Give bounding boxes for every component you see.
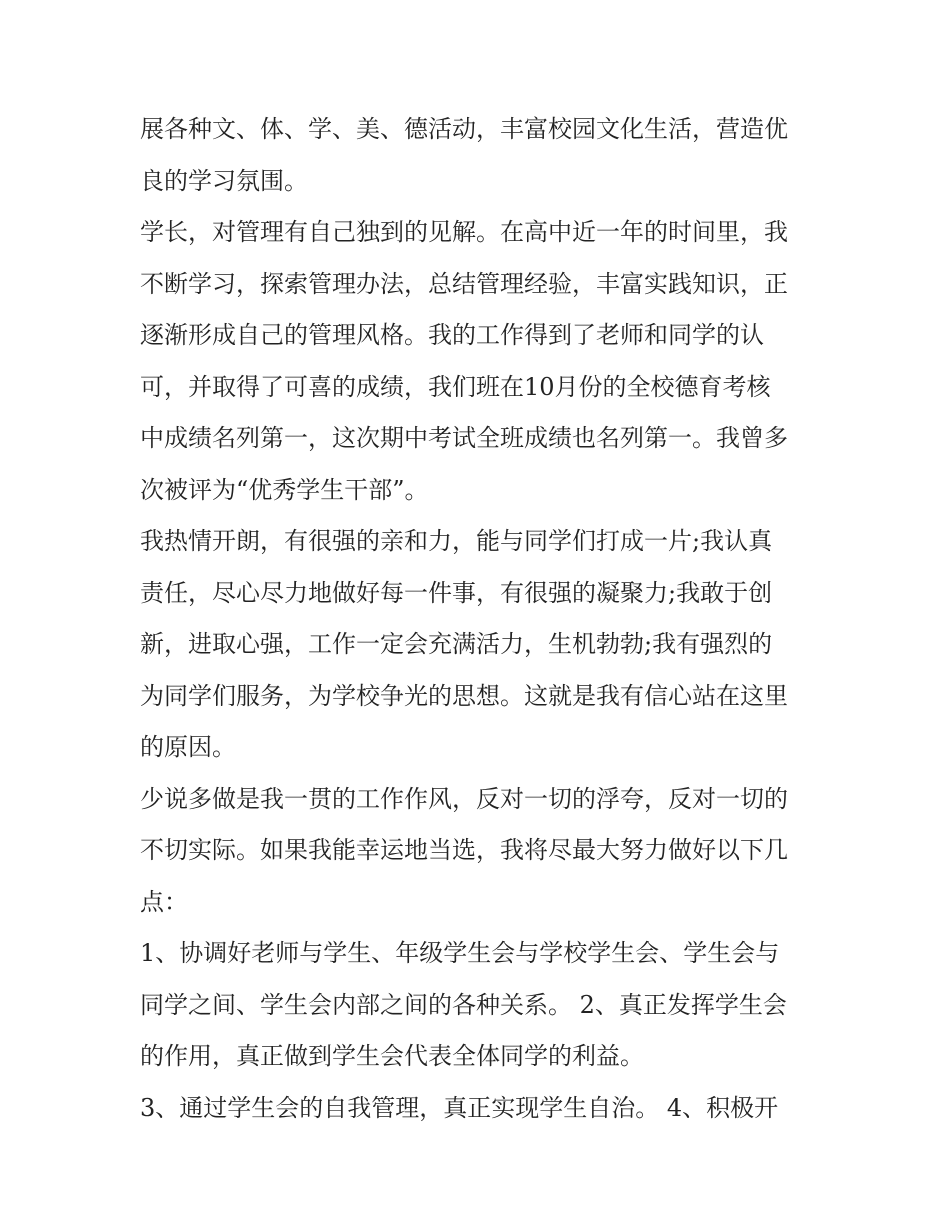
text-line: 责任，尽心尽力地做好每一件事，有很强的凝聚力;我敢于创 (140, 578, 773, 607)
text-line: 逐渐形成自己的管理风格。我的工作得到了老师和同学的认 (140, 321, 764, 349)
text-line: 的作用，真正做到学生会代表全体同学的利益。 (140, 1042, 644, 1070)
document-body (140, 104, 814, 1134)
text-line: 为同学们服务，为学校争光的思想。这就是我有信心站在这里 (140, 681, 788, 710)
text-line: 新，进取心强，工作一定会充满活力，生机勃勃;我有强烈的 (140, 630, 773, 658)
text-line: 次被评为“优秀学生干部”。 (140, 475, 429, 504)
text-line: 的原因。 (140, 733, 236, 761)
text-line: 展各种文、体、学、美、德活动，丰富校园文化生活，营造优 (140, 115, 788, 143)
text-line: 1、协调好老师与学生、年级学生会与学校学生会、学生会与 (140, 939, 780, 967)
text-line: 少说多做是我一贯的工作作风，反对一切的浮夸，反对一切的 (140, 784, 788, 813)
text-line: 不断学习，探索管理办法，总结管理经验，丰富实践知识，正 (140, 269, 788, 298)
text-line: 不切实际。如果我能幸运地当选，我将尽最大努力做好以下几 (140, 836, 788, 864)
text-line: 中成绩名列第一，这次期中考试全班成绩也名列第一。我曾多 (140, 424, 788, 452)
text-line: 可，并取得了可喜的成绩，我们班在10月份的全校德育考核 (140, 372, 771, 401)
text-line: 我热情开朗，有很强的亲和力，能与同学们打成一片;我认真 (140, 527, 773, 555)
text-line: 点： (140, 887, 188, 916)
text-line: 良的学习氛围。 (140, 166, 308, 195)
text-line: 同学之间、学生会内部之间的各种关系。 2、真正发挥学生会 (140, 990, 787, 1019)
text-line: 学长，对管理有自己独到的见解。在高中近一年的时间里，我 (140, 218, 788, 246)
text-line: 3、通过学生会的自我管理，真正实现学生自治。 4、积极开 (140, 1093, 779, 1122)
